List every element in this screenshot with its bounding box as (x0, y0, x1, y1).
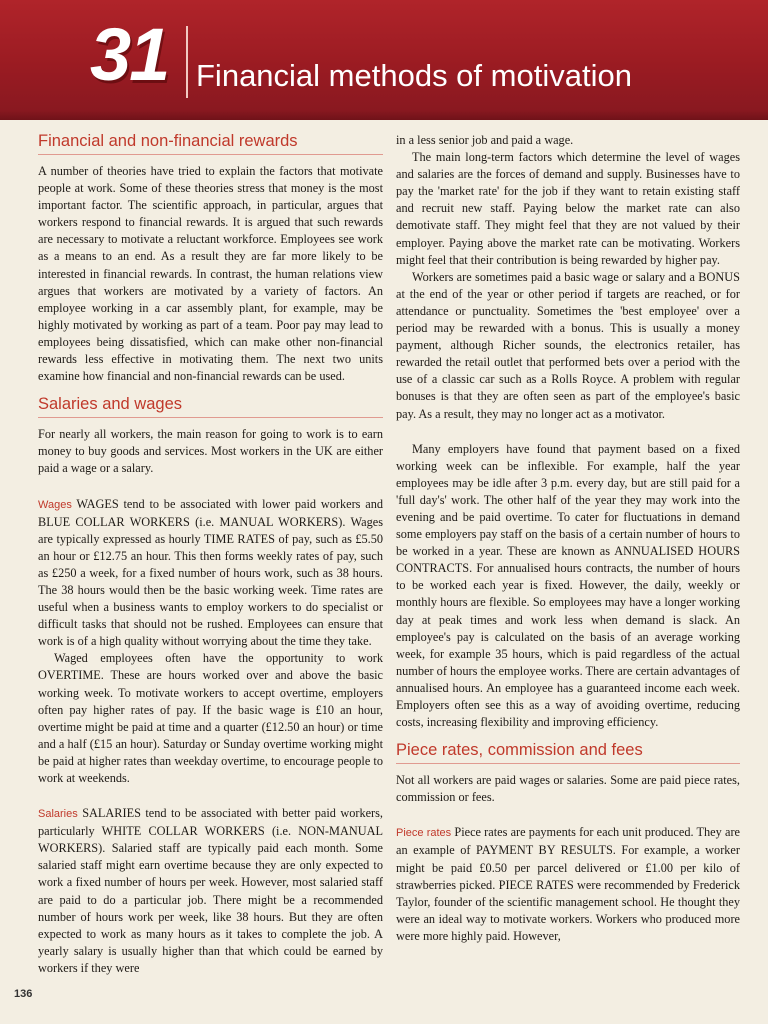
chapter-number: 31 (90, 13, 169, 96)
piece-rates-lead: Piece rates (396, 827, 452, 840)
paragraph-market-rate: The main long-term factors which determine the level of wages and salaries are the forces of demand and supply. Businesses have to pay the 'market rate' for the job if they want to retain existing staff and recruit new staff. Paying below the market rate can also demotivate staff. They might feel that they are not valued by their employer. Paying above the market rate can be motivating. Workers might feel that their contribution is being rewarded by higher pay. (396, 150, 740, 267)
piece-rates-text: Piece rates are payments for each unit produced. They are an example of PAYMENT BY RESULTS. For example, a worker might be paid £0.50 per parcel delivered or £1.00 per kilo of strawberries picked. PIECE RATES were recommended by Frederick Taylor, founder of the scientific management school. He thought they were an ideal way to motivate workers. Workers who produced more were more highly paid. However, (396, 825, 740, 943)
chapter-title: Financial methods of motivation (196, 58, 632, 93)
salaries-text: SALARIES tend to be associated with better paid workers, particularly WHITE COLLAR WORKERS (i.e. NON-MANUAL WORKERS). Salaried staff are typically paid each month. Some salaried staff might earn overtime because they are only expected to work a fixed number of hours per week. However, most salaried staff are paid to do a particular job. There might be a recommended number of hours work per week, like 38 hours. But they are often expected to work as many hours as it takes to complete the job. A yearly salary is usually higher than that which could be earned by workers if they were (38, 806, 383, 975)
left-column (38, 132, 383, 977)
paragraph-bonus: Workers are sometimes paid a basic wage or salary and a BONUS at the end of the year or other period if targets are reached, or for attendance or punctuality. Sometimes the 'best employee' over a period may be rewarded with a bonus. This is usually a money payment, although Richer sounds, the electronics retailer, has rewarded the retail outlet that performed bets over a period with the use of a classic car such as a Rolls Royce. A problem with regular bonuses is that they are often seen as part of the employee's basic pay. As a result, they may no longer act as a motivator. (396, 269, 740, 421)
paragraph-salaries (38, 805, 383, 977)
paragraph-overtime: Waged employees often have the opportunity to work OVERTIME. These are hours worked over and above the basic working week. To motivate workers to accept overtime, employers often pay higher rates of pay. If the basic wage is £10 an hour, overtime might be paid at time and a quarter (£12.50 an hour) or time and a half (£15 an hour). Saturday or Sunday overtime working might be paid at higher rates than weekday overtime, to encourage people to work at weekends. (38, 651, 383, 785)
paragraph-rewards: A number of theories have tried to explain the factors that motivate people at work. Some of these theories stress that money is the most important factor. The scientific approach, in particular, argues that workers respond to financial rewards. It is argued that such rewards are necessary to motivate a reluctant workforce. Employees see work as a means to an end. As a result they are far more likely to be interested in financial rewards. In contrast, the human relations view argues that workers are motivated by a variety of factors. An employee working in a car assembly plant, for example, may be highly motivated by working as part of a team. Poor pay may lead to employees being dissatisfied, which can make other non-financial rewards less effective in motivating them. The next two units examine how financial and non-financial rewards can be used. (38, 164, 383, 384)
section-heading-piece-rates: Piece rates, commission and fees (396, 741, 740, 764)
section-heading-salaries-wages: Salaries and wages (38, 395, 383, 418)
paragraph-salaries-intro: For nearly all workers, the main reason for going to work is to earn money to buy goods and services. Most workers in the UK are either paid a wage or a salary. (38, 427, 383, 476)
paragraph-piece-rates (396, 824, 740, 945)
paragraph-wages (38, 496, 383, 651)
wages-lead: Wages (38, 498, 72, 511)
paragraph-continued: in a less senior job and paid a wage. (396, 133, 574, 147)
paragraph-annualised-hours: Many employers have found that payment based on a fixed working week can be inflexible. For example, half the year employees may be idle after 3 p.m. every day, but are still paid for a 'full day's' work. The other half of the year they may work into the evening and be paid overtime. To cater for fluctuations in demand some employers pay staff on the basis of a certain number of hours to be worked in a year. These are known as ANNUALISED HOURS CONTRACTS. For annualised hours contracts, the number of hours to be worked each year is fixed. However, the daily, weekly or monthly hours are flexible. So employees may have a longer working day at peak times and work less when demand is slack. An employee's pay is calculated on the basis of an average working week, for example 35 hours, which is paid regardless of the actual number of hours the employee works. There are certain advantages of annualised hours. An employee has a guaranteed income each week. Employers often see this as a way of avoiding overtime, reducing costs, increasing flexibility and improving efficiency. (396, 441, 740, 730)
right-column (396, 132, 740, 945)
chapter-divider (186, 26, 188, 98)
salaries-lead: Salaries (38, 808, 78, 821)
wages-text: WAGES tend to be associated with lower paid workers and BLUE COLLAR WORKERS (i.e. MANUAL WORKERS). Wages are typically expressed as hourly TIME RATES of pay, such as £5.50 an hour or £12.75 an hour. This then forms weekly rates of pay, such as £250 a week, for a fixed number of hours work, such as 38 hours. The 38 hours would then be the basic working week. Time rates are useful when a business wants to employ workers to do specialist or difficult tasks that should not be rushed. Employees can ensure that work is of a high quality without worrying about the time they take. (38, 496, 383, 649)
page-number: 136 (14, 988, 33, 1000)
section-heading-financial-rewards: Financial and non-financial rewards (38, 132, 383, 155)
paragraph-piece-intro: Not all workers are paid wages or salaries. Some are paid piece rates, commission or fees. (396, 773, 740, 805)
chapter-banner (0, 0, 768, 120)
